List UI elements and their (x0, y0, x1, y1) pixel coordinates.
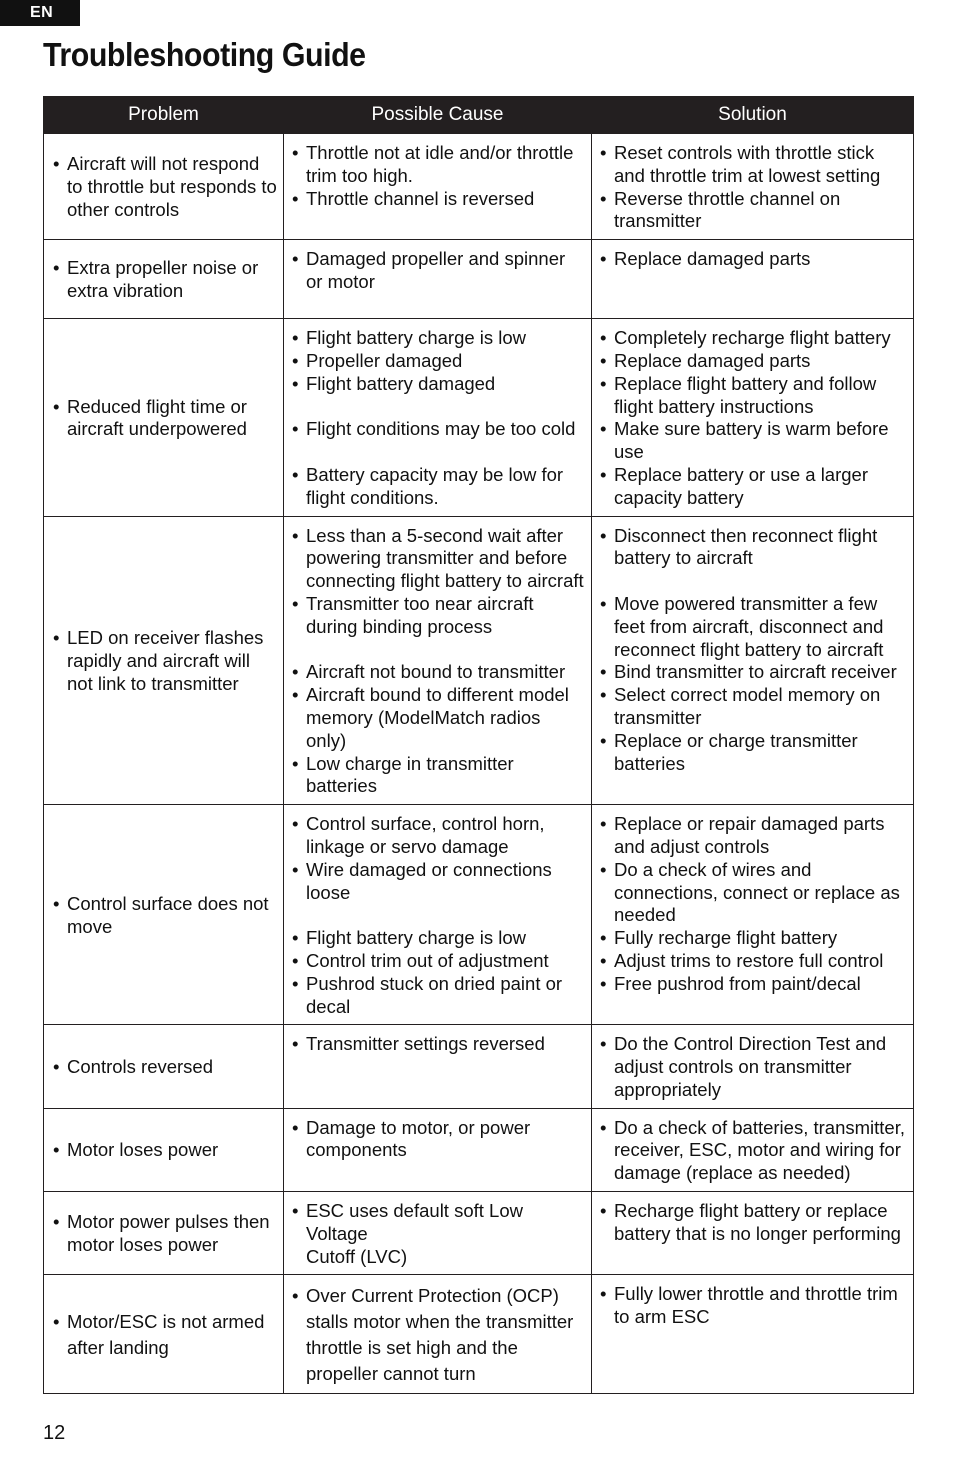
cause-item: • Control trim out of adjustment (292, 950, 585, 973)
table-row (44, 805, 914, 1025)
solution-item: • Replace damaged parts (600, 248, 907, 271)
cause-item: • Throttle channel is reversed (292, 188, 585, 211)
solution-item: • Disconnect then reconnect flight battery to aircraft (600, 525, 907, 571)
solution-cell (592, 516, 914, 805)
cause-cell (284, 240, 592, 319)
solution-item: • Fully recharge flight battery (600, 927, 907, 950)
cause-item: • Damage to motor, or power components (292, 1117, 585, 1163)
problem-cell (44, 1108, 284, 1191)
cause-cell (284, 1108, 592, 1191)
solution-item: • Reverse throttle channel on transmitter (600, 188, 907, 234)
cause-item: • Battery capacity may be low for flight conditions. (292, 464, 585, 510)
table-row (44, 516, 914, 805)
cause-item: • Control surface, control horn, linkage or servo damage (292, 813, 585, 859)
solution-item: • Recharge flight battery or replace battery that is no longer performing (600, 1200, 907, 1246)
solution-cell (592, 319, 914, 516)
header-possible-cause: Possible Cause (284, 97, 592, 134)
table-row (44, 1192, 914, 1275)
solution-item: • Completely recharge flight battery (600, 327, 907, 350)
page-title: Troubleshooting Guide (43, 36, 366, 73)
solution-item: • Replace damaged parts (600, 350, 907, 373)
troubleshooting-table (43, 96, 914, 1394)
cause-item: • Transmitter too near aircraft during binding process (292, 593, 585, 639)
cause-item: • Flight battery damaged (292, 373, 585, 396)
cause-item: • Aircraft not bound to transmitter (292, 661, 585, 684)
cause-cell (284, 134, 592, 240)
header-solution: Solution (592, 97, 914, 134)
solution-cell (592, 805, 914, 1025)
solution-item: • Replace or repair damaged parts and adjust controls (600, 813, 907, 859)
table-row (44, 319, 914, 516)
solution-item: • Make sure battery is warm before use (600, 418, 907, 464)
table-row (44, 240, 914, 319)
solution-item: • Reset controls with throttle stick and throttle trim at lowest setting (600, 142, 907, 188)
cause-item: • Over Current Protection (OCP) stalls motor when the transmitter throttle is set high and the propeller cannot turn (292, 1283, 585, 1387)
problem-text: • Motor loses power (53, 1139, 277, 1162)
problem-cell (44, 1192, 284, 1275)
problem-text: • Reduced flight time or aircraft underpowered (53, 396, 277, 442)
table-row (44, 1025, 914, 1108)
cause-cell (284, 1192, 592, 1275)
cause-item: • Flight battery charge is low (292, 327, 585, 350)
problem-cell (44, 240, 284, 319)
cause-item: • Pushrod stuck on dried paint or decal (292, 973, 585, 1019)
solution-item: • Do a check of wires and connections, connect or replace as needed (600, 859, 907, 927)
problem-text: • Motor/ESC is not armed after landing (53, 1309, 277, 1361)
solution-item: • Adjust trims to restore full control (600, 950, 907, 973)
cause-item: • Aircraft bound to different model memory (ModelMatch radios only) (292, 684, 585, 752)
problem-text: • Control surface does not move (53, 893, 277, 939)
solution-item: • Replace or charge transmitter batteries (600, 730, 907, 776)
solution-cell (592, 1108, 914, 1191)
cause-item: • Propeller damaged (292, 350, 585, 373)
solution-item: • Bind transmitter to aircraft receiver (600, 661, 907, 684)
header-problem: Problem (44, 97, 284, 134)
cause-cell (284, 1025, 592, 1108)
solution-cell (592, 1275, 914, 1394)
solution-item: • Replace battery or use a larger capacity battery (600, 464, 907, 510)
solution-cell (592, 1025, 914, 1108)
problem-text: • LED on receiver flashes rapidly and aircraft will not link to transmitter (53, 627, 277, 695)
cause-item: • Transmitter settings reversed (292, 1033, 585, 1056)
language-tab: EN (0, 0, 80, 26)
cause-cell (284, 516, 592, 805)
solution-item: • Select correct model memory on transmitter (600, 684, 907, 730)
table-header-row (44, 97, 914, 134)
cause-item: • Throttle not at idle and/or throttle trim too high. (292, 142, 585, 188)
cause-cell (284, 805, 592, 1025)
page-number: 12 (43, 1422, 66, 1444)
table-row (44, 1108, 914, 1191)
solution-item: • Move powered transmitter a few feet from aircraft, disconnect and reconnect flight battery to aircraft (600, 593, 907, 661)
cause-item: • Damaged propeller and spinner or motor (292, 248, 585, 294)
solution-item: • Fully lower throttle and throttle trim to arm ESC (600, 1283, 907, 1329)
problem-text: • Aircraft will not respond to throttle but responds to other controls (53, 153, 277, 221)
cause-item: • Less than a 5-second wait after powering transmitter and before connecting flight battery to aircraft (292, 525, 585, 593)
problem-text: • Motor power pulses then motor loses power (53, 1211, 277, 1257)
cause-cell (284, 319, 592, 516)
problem-text: • Extra propeller noise or extra vibration (53, 257, 277, 303)
problem-cell (44, 805, 284, 1025)
solution-item: • Do a check of batteries, transmitter, receiver, ESC, motor and wiring for damage (replace as needed) (600, 1117, 907, 1185)
cause-cell (284, 1275, 592, 1394)
cause-item: • Flight conditions may be too cold (292, 418, 585, 441)
solution-cell (592, 240, 914, 319)
table-row (44, 134, 914, 240)
problem-cell (44, 516, 284, 805)
problem-text: • Controls reversed (53, 1056, 277, 1079)
solution-item: • Free pushrod from paint/decal (600, 973, 907, 996)
problem-cell (44, 134, 284, 240)
problem-cell (44, 1025, 284, 1108)
solution-item: • Do the Control Direction Test and adjust controls on transmitter appropriately (600, 1033, 907, 1101)
solution-cell (592, 1192, 914, 1275)
cause-item: • Wire damaged or connections loose (292, 859, 585, 905)
cause-item: • ESC uses default soft Low Voltage Cutoff (LVC) (292, 1200, 585, 1268)
problem-cell (44, 319, 284, 516)
problem-cell (44, 1275, 284, 1394)
solution-item: • Replace flight battery and follow flight battery instructions (600, 373, 907, 419)
cause-item: • Flight battery charge is low (292, 927, 585, 950)
cause-item: • Low charge in transmitter batteries (292, 753, 585, 799)
solution-cell (592, 134, 914, 240)
table-row (44, 1275, 914, 1394)
